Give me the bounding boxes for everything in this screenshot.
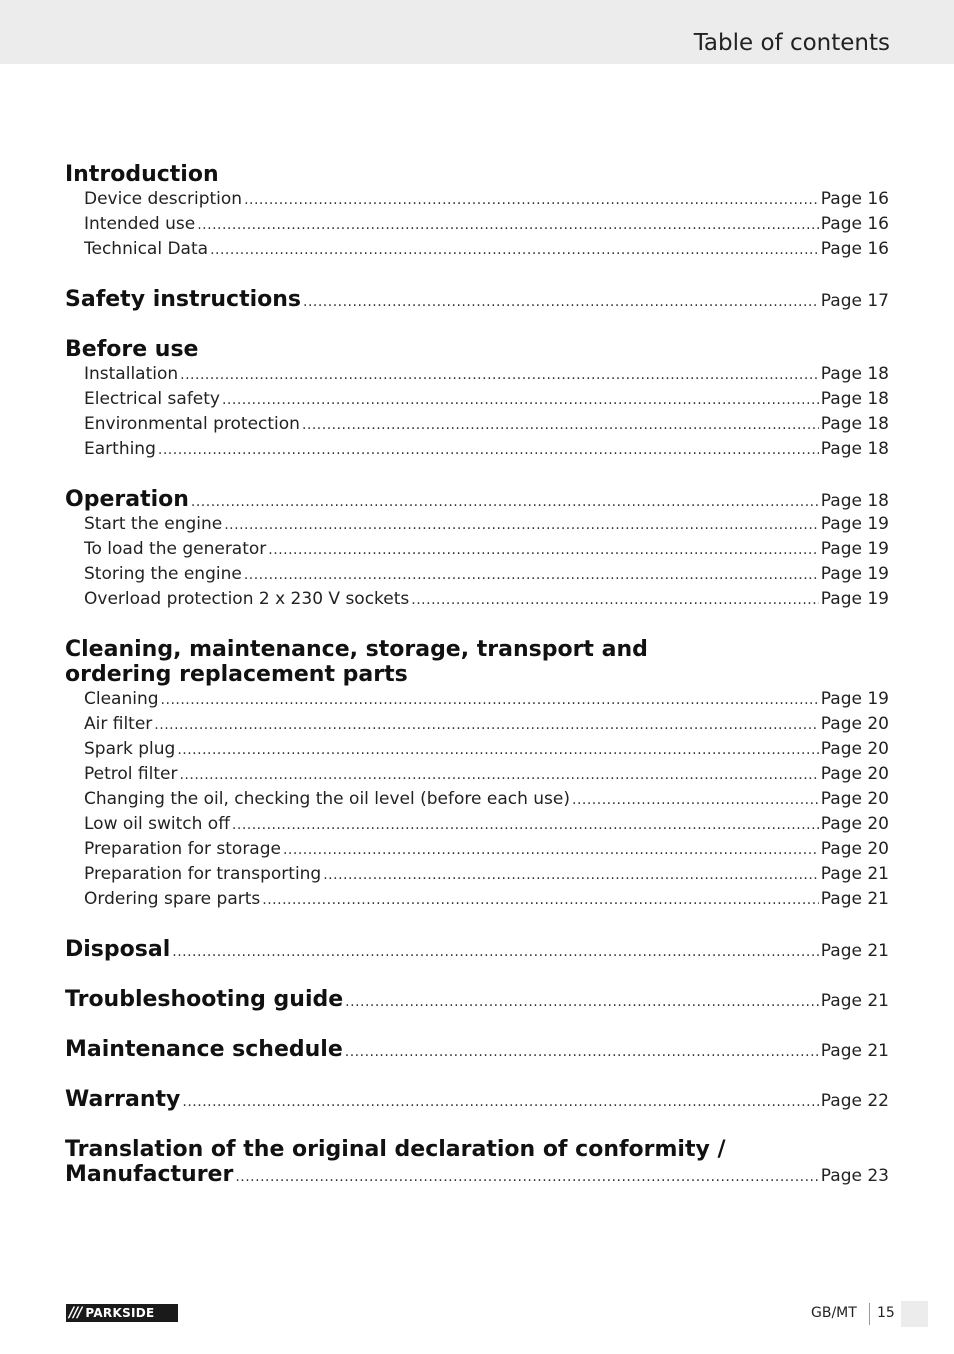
- toc-entry[interactable]: [65, 387, 889, 412]
- toc-entry-page: Page 18: [820, 439, 889, 459]
- toc-entry-label: Changing the oil, checking the oil level (before each use): [84, 789, 570, 809]
- table-of-contents: [65, 162, 889, 1187]
- dot-leader: [262, 888, 819, 913]
- toc-entry-label: Intended use: [84, 214, 196, 234]
- toc-entry[interactable]: [65, 762, 889, 787]
- toc-heading-cleaning-line2: ordering replacement parts: [65, 662, 408, 687]
- toc-entry[interactable]: [65, 437, 889, 462]
- toc-entry[interactable]: [65, 837, 889, 862]
- toc-heading-cleaning-line1: Cleaning, maintenance, storage, transport and: [65, 637, 648, 662]
- dot-leader: [345, 990, 819, 1015]
- toc-heading-declaration[interactable]: [65, 1162, 889, 1187]
- toc-entry-page: Page 19: [820, 564, 889, 584]
- dot-leader: [222, 388, 819, 413]
- dot-leader: [210, 238, 819, 263]
- toc-entry[interactable]: [65, 512, 889, 537]
- toc-entry-page: Page 17: [820, 291, 889, 311]
- toc-heading-operation[interactable]: [65, 487, 889, 512]
- toc-entry-page: Page 20: [820, 714, 889, 734]
- language-code: GB/MT: [811, 1305, 857, 1321]
- toc-entry-label: Low oil switch off: [84, 814, 230, 834]
- toc-entry[interactable]: [65, 412, 889, 437]
- toc-entry-page: Page 20: [820, 814, 889, 834]
- toc-entry-label: Preparation for storage: [84, 839, 281, 859]
- toc-heading-troubleshooting[interactable]: [65, 987, 889, 1012]
- toc-entry-page: Page 20: [820, 789, 889, 809]
- dot-leader: [224, 513, 819, 538]
- toc-entry-page: Page 19: [820, 589, 889, 609]
- toc-entry-label: Petrol filter: [84, 764, 178, 784]
- dot-leader: [177, 738, 818, 763]
- logo-text: PARKSIDE: [85, 1306, 155, 1320]
- toc-entry-page: Page 19: [820, 539, 889, 559]
- toc-entry-page: Page 21: [820, 991, 889, 1011]
- toc-entry-page: Page 18: [820, 414, 889, 434]
- toc-entry-page: Page 20: [820, 739, 889, 759]
- dot-leader: [235, 1165, 818, 1190]
- dot-leader: [179, 763, 818, 788]
- toc-entry-page: Page 21: [820, 864, 889, 884]
- toc-entry-label: Preparation for transporting: [84, 864, 322, 884]
- toc-heading-maintenance-schedule[interactable]: [65, 1037, 889, 1062]
- toc-heading-label: Operation: [65, 487, 189, 512]
- toc-entry[interactable]: [65, 187, 889, 212]
- toc-entry[interactable]: [65, 687, 889, 712]
- dot-leader: [323, 863, 819, 888]
- page-number: 15: [877, 1305, 895, 1321]
- dot-leader: [158, 438, 819, 463]
- toc-entry-label: Earthing: [84, 439, 156, 459]
- toc-entry-page: Page 16: [820, 239, 889, 259]
- toc-entry-page: Page 18: [820, 491, 889, 511]
- toc-entry-label: Overload protection 2 x 230 V sockets: [84, 589, 410, 609]
- toc-entry[interactable]: [65, 237, 889, 262]
- toc-entry-label: Storing the engine: [84, 564, 242, 584]
- toc-entry-label: Spark plug: [84, 739, 176, 759]
- toc-entry[interactable]: [65, 737, 889, 762]
- toc-entry-page: Page 18: [820, 389, 889, 409]
- toc-entry[interactable]: [65, 712, 889, 737]
- dot-leader: [244, 188, 819, 213]
- toc-heading-label: Manufacturer: [65, 1162, 234, 1187]
- dot-leader: [283, 838, 819, 863]
- toc-entry-page: Page 23: [820, 1166, 889, 1186]
- dot-leader: [303, 290, 819, 315]
- toc-heading-label: Troubleshooting guide: [65, 987, 344, 1012]
- toc-entry-page: Page 18: [820, 364, 889, 384]
- toc-entry-label: Environmental protection: [84, 414, 300, 434]
- toc-entry[interactable]: [65, 362, 889, 387]
- toc-heading-warranty[interactable]: [65, 1087, 889, 1112]
- toc-entry-page: Page 19: [820, 689, 889, 709]
- dot-leader: [154, 713, 819, 738]
- toc-entry-page: Page 20: [820, 839, 889, 859]
- dot-leader: [411, 588, 819, 613]
- toc-entry-page: Page 22: [820, 1091, 889, 1111]
- toc-entry[interactable]: [65, 887, 889, 912]
- dot-leader: [180, 363, 819, 388]
- dot-leader: [345, 1040, 819, 1065]
- toc-entry-page: Page 16: [820, 189, 889, 209]
- footer-tab-box: [901, 1301, 928, 1327]
- toc-entry[interactable]: [65, 212, 889, 237]
- dot-leader: [302, 413, 819, 438]
- toc-entry-label: Electrical safety: [84, 389, 220, 409]
- toc-entry-label: To load the generator: [84, 539, 267, 559]
- toc-entry[interactable]: [65, 587, 889, 612]
- toc-heading-before-use: Before use: [65, 337, 199, 362]
- toc-entry-label: Technical Data: [84, 239, 209, 259]
- toc-entry-page: Page 21: [820, 889, 889, 909]
- parkside-logo: [66, 1304, 178, 1322]
- dot-leader: [572, 788, 819, 813]
- dot-leader: [172, 940, 819, 965]
- toc-heading-label: Disposal: [65, 937, 171, 962]
- toc-entry-label: Ordering spare parts: [84, 889, 261, 909]
- dot-leader: [191, 490, 819, 515]
- footer-divider: [869, 1303, 870, 1325]
- toc-entry[interactable]: [65, 862, 889, 887]
- toc-heading-label: Warranty: [65, 1087, 181, 1112]
- toc-entry-label: Cleaning: [84, 689, 159, 709]
- toc-heading-safety[interactable]: [65, 287, 889, 312]
- toc-entry[interactable]: [65, 562, 889, 587]
- page-title: Table of contents: [693, 30, 890, 56]
- toc-entry-page: Page 19: [820, 514, 889, 534]
- toc-entry-page: Page 16: [820, 214, 889, 234]
- dot-leader: [244, 563, 819, 588]
- toc-entry-label: Installation: [84, 364, 179, 384]
- toc-entry[interactable]: [65, 812, 889, 837]
- toc-entry-label: Device description: [84, 189, 243, 209]
- toc-entry-label: Air filter: [84, 714, 153, 734]
- dot-leader: [161, 688, 819, 713]
- dot-leader: [268, 538, 819, 563]
- toc-heading-declaration-line1: Translation of the original declaration of conformity /: [65, 1137, 726, 1162]
- toc-entry-page: Page 21: [820, 941, 889, 961]
- toc-heading-label: Safety instructions: [65, 287, 301, 312]
- toc-heading-introduction: Introduction: [65, 162, 219, 187]
- toc-entry-page: Page 20: [820, 764, 889, 784]
- toc-heading-disposal[interactable]: [65, 937, 889, 962]
- dot-leader: [232, 813, 819, 838]
- toc-entry[interactable]: [65, 537, 889, 562]
- toc-entry[interactable]: [65, 787, 889, 812]
- dot-leader: [182, 1090, 818, 1115]
- dot-leader: [197, 213, 819, 238]
- toc-heading-label: Maintenance schedule: [65, 1037, 343, 1062]
- logo-slashes: ///: [69, 1305, 82, 1321]
- toc-entry-label: Start the engine: [84, 514, 223, 534]
- toc-entry-page: Page 21: [820, 1041, 889, 1061]
